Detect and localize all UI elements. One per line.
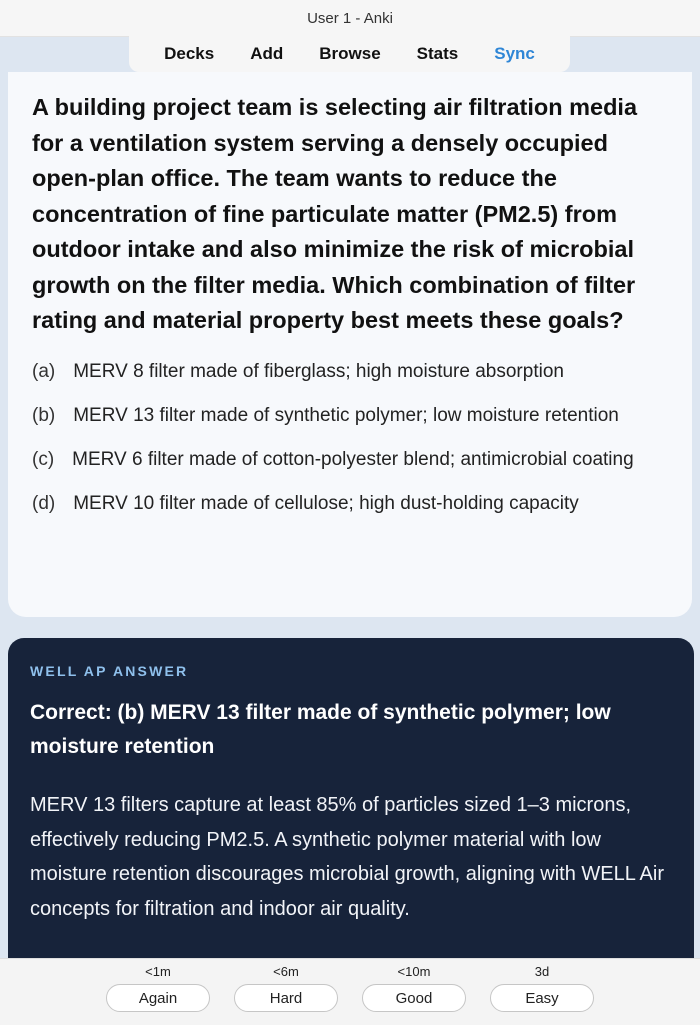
option-letter: (c) — [32, 449, 55, 470]
main-toolbar — [129, 36, 570, 72]
menu-add[interactable]: Add — [250, 44, 284, 63]
ease-easy — [490, 959, 594, 1012]
again-button[interactable]: Again — [106, 984, 210, 1012]
ease-button-bar — [0, 958, 700, 1025]
question-card — [8, 72, 692, 617]
option-letter: (b) — [32, 405, 56, 426]
menu-sync[interactable]: Sync — [494, 44, 535, 63]
ease-interval: <6m — [273, 964, 299, 979]
option-d — [32, 488, 672, 519]
answer-panel — [8, 638, 694, 968]
option-c — [32, 444, 672, 475]
menu-browse[interactable]: Browse — [319, 44, 381, 63]
window-title: User 1 - Anki — [307, 9, 393, 27]
correct-answer: Correct: (b) MERV 13 filter made of synthetic polymer; low moisture retention — [30, 701, 611, 758]
option-letter: (a) — [32, 361, 56, 382]
option-text: MERV 10 filter made of cellulose; high dust-holding capacity — [73, 493, 579, 514]
window-titlebar — [0, 0, 700, 37]
ease-again — [106, 959, 210, 1012]
answer-options — [32, 356, 672, 532]
good-button[interactable]: Good — [362, 984, 466, 1012]
option-a — [32, 356, 672, 387]
option-text: MERV 8 filter made of fiberglass; high moisture absorption — [73, 361, 564, 382]
ease-interval: <1m — [145, 964, 171, 979]
option-text: MERV 6 filter made of cotton-polyester blend; antimicrobial coating — [72, 449, 634, 470]
ease-hard — [234, 959, 338, 1012]
ease-interval: 3d — [534, 964, 550, 979]
option-letter: (d) — [32, 493, 56, 514]
easy-button[interactable]: Easy — [490, 984, 594, 1012]
option-b — [32, 400, 672, 431]
question-text: A building project team is selecting air filtration media for a ventilation system serving a densely occupied open-plan office. The team wants to reduce the concentration of fine particulate matter (PM2.5) from outdoor intake and also minimize the risk of microbial growth on the filter media. Which combination of filter rating and material property best meets these goals? — [32, 94, 638, 333]
hard-button[interactable]: Hard — [234, 984, 338, 1012]
menu-stats[interactable]: Stats — [416, 44, 459, 63]
menu-decks[interactable]: Decks — [164, 44, 215, 63]
option-text: MERV 13 filter made of synthetic polymer; low moisture retention — [73, 405, 619, 426]
ease-good — [362, 959, 466, 1012]
ease-interval: <10m — [397, 964, 431, 979]
answer-label: WELL AP ANSWER — [30, 663, 189, 679]
answer-explanation: MERV 13 filters capture at least 85% of particles sized 1–3 microns, effectively reducing PM2.5. A synthetic polymer material with low moisture retention discourages microbial growth, aligning with WELL Air concepts for filtration and indoor air quality. — [30, 794, 664, 920]
